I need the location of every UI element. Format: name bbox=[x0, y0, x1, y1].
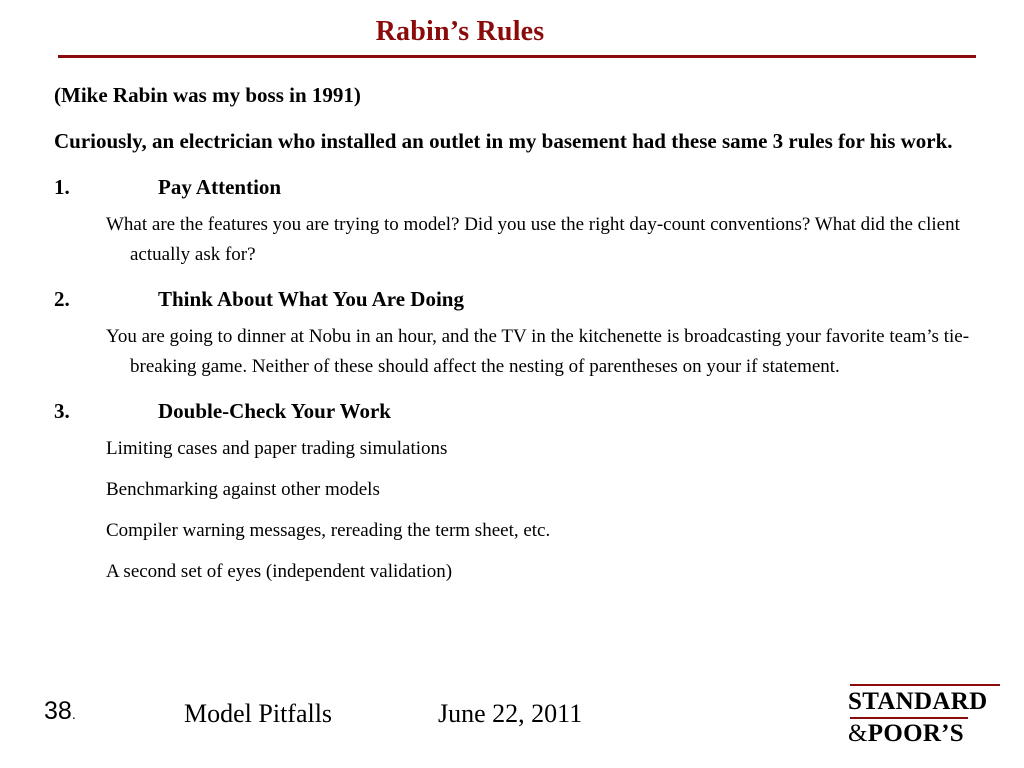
presentation-date: June 22, 2011 bbox=[438, 699, 583, 728]
rule-3-detail: Benchmarking against other models bbox=[106, 479, 380, 500]
rule-number: 1. bbox=[54, 175, 70, 199]
logo-line-1: STANDARD bbox=[848, 688, 988, 715]
logo-top-line bbox=[850, 684, 1000, 686]
rule-title: Think About What You Are Doing bbox=[158, 287, 464, 311]
standard-poors-logo bbox=[848, 684, 1008, 754]
logo-mid-line bbox=[850, 717, 968, 719]
rule-number: 2. bbox=[54, 287, 70, 311]
rule-3-detail: A second set of eyes (independent validation) bbox=[106, 561, 453, 582]
rule-1-detail: What are the features you are trying to model? Did you use the right day-count conventions? What did the client actually ask for? bbox=[106, 214, 960, 265]
rule-title: Pay Attention bbox=[158, 175, 282, 199]
logo-ampersand: & bbox=[848, 720, 868, 747]
rule-2-heading bbox=[54, 282, 974, 316]
page-number-value: 38 bbox=[44, 697, 72, 725]
slide-body bbox=[54, 78, 974, 598]
page-number bbox=[44, 697, 76, 726]
rule-2-detail: You are going to dinner at Nobu in an hour, and the TV in the kitchenette is broadcasting your favorite team’s tie-breaking game. Neither of these should affect the nesting of parentheses on your if statement. bbox=[106, 326, 970, 377]
rule-1-heading bbox=[54, 170, 974, 204]
presentation-title: Model Pitfalls bbox=[184, 699, 333, 728]
rule-number: 3. bbox=[54, 399, 70, 423]
title-divider bbox=[58, 55, 976, 58]
intro-text: (Mike Rabin was my boss in 1991) bbox=[54, 83, 361, 107]
logo-line-2-text: POOR’S bbox=[867, 720, 964, 747]
page-number-suffix: . bbox=[71, 706, 76, 722]
slide-title: Rabin’s Rules bbox=[375, 16, 545, 47]
rule-3-detail: Limiting cases and paper trading simulations bbox=[106, 438, 448, 459]
rule-3-detail: Compiler warning messages, rereading the term sheet, etc. bbox=[106, 520, 551, 541]
note-text: Curiously, an electrician who installed an outlet in my basement had these same 3 rules for his work. bbox=[54, 129, 953, 153]
logo-line-2 bbox=[848, 720, 964, 748]
rule-title: Double-Check Your Work bbox=[158, 399, 391, 423]
rule-3-heading bbox=[54, 394, 974, 428]
